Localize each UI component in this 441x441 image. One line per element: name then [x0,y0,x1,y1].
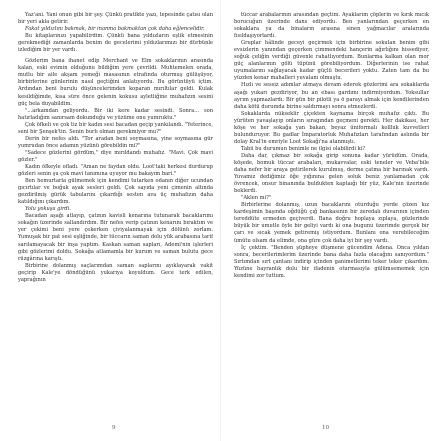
right-paragraph-9: İç çektim. "Benden şüpheye düşmene gücendim Adena. Onca yıldan sonra, becerilerimlerim üzerinde bana daha fazla olacağını sanıyordum." Sırtımdan sırt çantanı indirip içinden ganimetlerimi teker teker çıkardım. Yüzüne hayranlık dolu bir ifadenin oturmasıyla gülümsememek için kendimi zor tuttum. [234,244,429,279]
left-paragraph-9: Kadın öfkeyle ofladı. "Aman ne faydan oldu. Loot'taki herkesi durdurup gözleri senin şu çok mavi tanımına uyuyor mu bakayım bari." [18,163,213,178]
book-gutter [220,0,221,441]
right-paragraph-2: Gruplar hâlinde geceyi geçirmek için birbirine sokulan benim gibi evsizlerin yanından geçerken çimmendeki hançerin ağırlığını hissediyor, soğuk çeliğin verdiği güvenle rahatlıyordum. Bunlarma kalkan olan mor güç alanlarının gölü tüpünü görebiliyordum. Diğerlerinin ise rahat uyumalarını sağlayacak kadar güçlü becerileri yoktu. Zaten tam da bu yüzden kenar mahalleri yuvalanı olmuştu. [234,40,429,82]
right-paragraph-3: Hızlı ve sessiz adımlar atmaya devam ederek gözlerimi ara sokaklarda aşağı yukarı gezdiriyor, bu an ebası gardımı indirmiyordum. Yoksullar ayrım yapmazlardı. Bir gün bir pilotli ya ö parayı almak için kendilerinden daha kötü durumda birine saldırmayı sonra etmezlerdi. [234,82,429,110]
left-paragraph-8: "Sadece gözlerini gördüm," diye mırıldandı muhafız. "Mavi. Çok mavi gözler." [18,149,213,163]
right-paragraph-7: "Aklen mi?" [241,195,272,202]
right-page-number: 10 [322,425,330,431]
right-paragraph-8: Birbirlerine dolanmış, uzun bacaklarını oturduğu yerde çözen kız kardeşimin başında oğdüğü çığ bankasının bir zeredalı duvarının içinden tereddüte ermeden geçiverdi. Bana doğru hoplaya zıplaya, gözlerinde büyük bir umutle öyle bir geliyi vardı ki ona bugunu üzerimde gerçek bir çarı ve sıcak yemek getiremiş istiyordum. Bunlanı ona verebileceğim ümütu olsam da elimde, ona güre çok daha iyi bir şey vardı. [234,202,429,244]
left-paragraph-13: Birbirine dolanmış saçlarımdan saman saplarını ayıklayarak vakit geçirip Kale'ye döndüğünü yukarıya koyuldum. Gece terk edilen, yaprağının [18,262,213,283]
right-paragraph-6: Daha dar, çıkmaz bir sokağa girip sonuna kadar yürüdüm. Orada, köşede, bomuk tüccar arabaları, mukavvalar, eski teneler ve Veba'bile daha nefer bir araya getirilerek kurulmuş, derme çatma bir barınak vardı. Yuvamız dediğimiz öğe yığınına gelen soluk beniz yanlamadan çok övrencek, onsur binanında buldukten kaptaığı bir yüz, Kale'nin üzerinde beklerdi. [234,152,429,195]
left-paragraph-3: Bu kitaplarınızı yapabilirdim. Çünkü bana yıldızların eşlik etmesinin gerekmediği zamanlarda benim de gecelerimi yıldızlarımızı bir dürbünle izlediğim bir yer vardı. [18,33,213,54]
left-paragraph-11: Yolu yokuşa girdi. [25,206,71,213]
left-paragraph-5: "...arkamdan geliyordu. Bir iki kere kadar sesindi. Sonra... son hatırladığım sanırsam dokunduğu ve yüzüme onu yumruktu." [18,107,213,121]
left-paragraph-10: Ben hemurtarla gülmemek için kendimi tutarken odanın diğer ucundan gıcırtılar ve boğuk ayak sesleri geldi. Çok sayıda yeni çimenin altında gezdirilmiş gürük tabularını çıkardığı sesten ava üç muhafızın daha katıldığını çıkardım. [18,178,213,206]
left-paragraph-2: Fakat yıldızlını bakmak, bir inanma bakmaktan çok daha eğlencelidir. [25,26,205,33]
left-paragraph-1: Yaz'ani. Yani onun gibi bir şey. Çünkü pratikte yazı, tepesinde çatısı olan bir yeri akla getirir. [18,12,213,26]
right-paragraph-4: Sokaklarda nükseklir çiçekten kaynama birçok muhafız çıktı. Bu yürüten yavaşlayıp onların sıragından geçmeni gerekti. Her dakikası, her köşe ve her sokağa yan bakan, beyaz üniformalı kollluk kuvvetleri bulunduruyor. Bu gadlar İmparatorluk Muhafızları tarafından aslında bir dolay Kral'in emriyle Loot Sokağı'na atanmıştı. [234,110,429,145]
right-paragraph-5: Tabii bu durumun benimle ne ilgisi olabilirdi ki? [241,145,366,152]
left-paragraph-4: Gözlerim bana ihanet edip Merchant ve Elm sokaklarının arasında kalan, eski evimin olduğunu bildiğim yere çevrildi. Muhtemelen orada, mutlu bir aile akşam yemeği masasının etrafında oturmuş gülüşüyor, birbirlerine günlerinin nasıl geçtiğini anlatıyordu. Bu görüntüyü içtim. Ardından beni burulu düşüncelerimden koparan mırıltılar geldi. Kulak kesildiğimde, kısa süre önce gelenin kokusu ayletliğine muhafızın sesini güç bela duyabildim. [18,58,213,107]
left-page-number: 9 [112,425,116,431]
left-paragraph-6: Çok öfkeli ve çok tiz bir kadın sesi bacadan geçip yankılandı. "Yeterince, seni bir Şenşek'tin. Senin burlı olman gerekmiyor mu?" [18,121,213,135]
left-paragraph-7: Derin bir nefes aldı. "Tor aradan beni soymasına, yine soymasına gür yumrudan önce adamın yüzünü görebildin mi?" [18,135,213,149]
left-paragraph-12: Bacadan aşağı atlayıp, çatının kavisli kenarına tutunarak bacaklarımı sokağın üzerinde sallandırdım. Bir nefes verip çatının kenarını bıraktım ve yer çekimi beni yere çekerken çiviyalanmayak için dölünü zorlam. Yumuşak bir pat sesi eşliğinde, bir tüccarın saman dolu yük arabasına tarif sarılamayacak bir inşa yaptım. Kaskan saman sapları, Ademi'nin işlerleri gibi gözlerimi doldu. Sokağa atlamamla bir kurum ve saman bulutu gece rüzgârına karıştı. [18,213,213,262]
right-paragraph-1: tüccar arabalarının arasından geçtim. Ayaklarım çöplerin ve kırık mıcık borucuğun üzerinde dans ediyordu. Ben yanlarından geçerken en sokaklara ya da binaların arasına sinen yağmacılar aralarında fısıldaşıyorlardı. [234,12,429,40]
left-page [18,12,213,420]
right-page [234,12,429,420]
